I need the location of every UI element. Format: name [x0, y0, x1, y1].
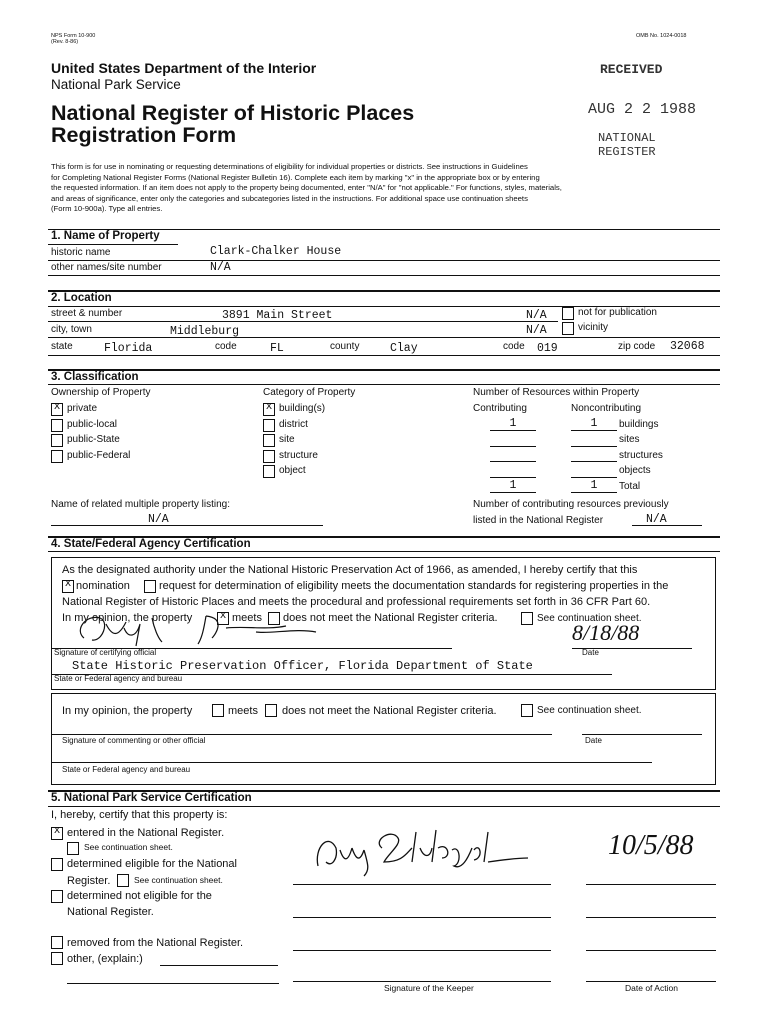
date-line	[586, 981, 716, 982]
received-stamp: RECEIVED	[600, 62, 663, 77]
see-continuation-checkbox[interactable]	[117, 874, 129, 887]
category-heading: Category of Property	[263, 387, 356, 398]
instructions-line: for Completing National Register Forms (National Register Bulletin 16). Complete each item by marking "x" in the appropriate box or by entering	[51, 172, 540, 182]
meets-checkbox[interactable]	[212, 704, 224, 717]
meets-checkbox[interactable]: x	[217, 612, 229, 625]
previously-listed-label-2: listed in the National Register	[473, 515, 604, 526]
divider	[48, 337, 720, 338]
commenting-official-panel	[51, 693, 716, 785]
keeper-date: 10/5/88	[608, 830, 694, 861]
resource-row-label: objects	[619, 465, 651, 476]
street-na: N/A	[526, 309, 547, 322]
keeper-signature	[312, 818, 532, 880]
removed-checkbox[interactable]	[51, 936, 63, 949]
county-code-value[interactable]: 019	[537, 342, 558, 355]
zip-label: zip code	[618, 341, 656, 352]
meets-label: meets	[228, 705, 258, 717]
vicinity-checkbox[interactable]	[562, 322, 574, 335]
resources-heading: Number of Resources within Property	[473, 387, 640, 398]
ownership-option-label: public-State	[67, 434, 120, 445]
opinion-label: In my opinion, the property	[62, 705, 193, 717]
entered-label: entered in the National Register.	[67, 827, 225, 839]
instructions-line: the requested information. If an item does not apply to the property being documented, enter "N/A" for "not applicable." For functions, styles, materials,	[51, 183, 562, 192]
previously-listed-value[interactable]: N/A	[646, 513, 667, 526]
stamp-register: REGISTER	[598, 145, 656, 159]
other-checkbox[interactable]	[51, 952, 63, 965]
date-label: Date	[582, 648, 599, 657]
divider	[48, 244, 178, 245]
form-title-line1: National Register of Historic Places	[51, 101, 415, 125]
determined-eligible-label-2: Register.	[67, 875, 111, 887]
section-5-heading: 5. National Park Service Certification	[51, 792, 252, 804]
city-label: city, town	[51, 324, 92, 335]
certification-text-line: National Register of Historic Places and meets the procedural and professional requirements set forth in 36 CFR Part 60.	[62, 596, 651, 608]
state-label: state	[51, 341, 73, 352]
agency-value[interactable]: State Historic Preservation Officer, Florida Department of State	[72, 659, 533, 673]
historic-name-label: historic name	[51, 247, 111, 258]
omb-number: OMB No. 1024-0018	[636, 33, 687, 39]
divider	[48, 321, 558, 322]
ownership-public-federal-checkbox[interactable]	[51, 450, 63, 463]
historic-name-value[interactable]: Clark-Chalker House	[210, 245, 342, 258]
date-label: Date	[585, 736, 602, 745]
noncontributing-objects[interactable]	[571, 464, 617, 478]
other-names-value[interactable]: N/A	[210, 261, 231, 274]
determined-not-eligible-label-2: National Register.	[67, 906, 154, 918]
instructions-line: This form is for use in nominating or requesting determinations of eligibility for individual properties or districts. See instructions in Guidelines	[51, 162, 528, 171]
category-option-label: building(s)	[279, 403, 326, 414]
contributing-structures[interactable]	[490, 448, 536, 462]
form-title-line2: Registration Form	[51, 123, 237, 147]
divider	[48, 551, 720, 552]
county-value[interactable]: Clay	[390, 342, 418, 355]
certifying-official-signature	[66, 608, 366, 650]
related-listing-value[interactable]: N/A	[148, 513, 169, 526]
contributing-objects[interactable]	[490, 464, 536, 478]
see-continuation-label: See continuation sheet.	[537, 613, 642, 624]
determined-eligible-checkbox[interactable]	[51, 858, 63, 871]
nomination-label: nomination	[76, 580, 130, 592]
signature-line	[293, 884, 551, 885]
contributing-heading: Contributing	[473, 403, 527, 414]
street-label: street & number	[51, 308, 123, 319]
other-label: other, (explain:)	[67, 953, 143, 965]
ownership-private-checkbox[interactable]: x	[51, 403, 63, 416]
street-value[interactable]: 3891 Main Street	[222, 309, 333, 322]
divider	[48, 355, 720, 356]
form-revision: (Rev. 8-86)	[51, 39, 79, 45]
instructions-paragraph	[51, 162, 562, 215]
ownership-public-local-checkbox[interactable]	[51, 419, 63, 432]
category-option-label: site	[279, 434, 295, 445]
category-site-checkbox[interactable]	[263, 434, 275, 447]
divider	[48, 806, 720, 807]
does-not-meet-label: does not meet the National Register criteria.	[282, 705, 497, 717]
divider	[48, 369, 720, 371]
noncontributing-buildings[interactable]: 1	[571, 417, 617, 431]
meets-label: meets	[232, 612, 262, 624]
not-for-publication-label: not for publication	[578, 307, 657, 318]
county-label: county	[330, 341, 360, 352]
explain-line	[160, 965, 278, 966]
resource-row-label: buildings	[619, 419, 659, 430]
certify-statement: I, hereby, certify that this property is:	[51, 809, 228, 821]
resource-row-label: sites	[619, 434, 640, 445]
does-not-meet-label: does not meet the National Register criteria.	[283, 612, 498, 624]
see-continuation-label: See continuation sheet.	[84, 842, 173, 852]
explain-line	[67, 983, 279, 984]
form-number: NPS Form 10-900	[51, 33, 96, 39]
divider	[48, 290, 720, 292]
section-4-heading: 4. State/Federal Agency Certification	[51, 538, 251, 550]
state-certification-panel	[51, 557, 716, 690]
previously-listed-label-1: Number of contributing resources previously	[473, 499, 669, 510]
certification-text-line: request for determination of eligibility meets the documentation standards for registering properties in the	[159, 580, 669, 592]
contributing-sites[interactable]	[490, 433, 536, 447]
city-na: N/A	[526, 324, 547, 337]
city-value[interactable]: Middleburg	[170, 325, 240, 338]
state-code-value[interactable]: FL	[270, 342, 284, 355]
keeper-signature-label: Signature of the Keeper	[384, 983, 474, 993]
request-determination-checkbox[interactable]	[144, 580, 156, 593]
see-continuation-checkbox[interactable]	[521, 612, 533, 625]
noncontributing-heading: Noncontributing	[571, 403, 642, 414]
determined-not-eligible-checkbox[interactable]	[51, 890, 63, 903]
date-line	[586, 950, 716, 951]
agency-label: State or Federal agency and bureau	[62, 765, 191, 774]
state-code-label: code	[215, 341, 237, 352]
county-code-label: code	[503, 341, 525, 352]
ownership-option-label: public-Federal	[67, 450, 131, 461]
date-line	[582, 734, 702, 735]
nomination-checkbox[interactable]: x	[62, 580, 74, 593]
noncontributing-sites[interactable]	[571, 433, 617, 447]
contributing-buildings[interactable]: 1	[490, 417, 536, 431]
category-option-label: object	[279, 465, 306, 476]
ownership-public-state-checkbox[interactable]	[51, 434, 63, 447]
instructions-line: and areas of significance, enter only the categories and subcategories listed in the instructions. For additional space use continuation sheets	[51, 193, 528, 203]
opinion-label: In my opinion, the property	[62, 612, 193, 624]
does-not-meet-checkbox[interactable]	[265, 704, 277, 717]
department-name: United States Department of the Interior	[51, 60, 317, 76]
ownership-heading: Ownership of Property	[51, 387, 151, 398]
see-continuation-checkbox[interactable]	[521, 704, 533, 717]
received-date-stamp: AUG 2 2 1988	[588, 101, 697, 118]
section-3-heading: 3. Classification	[51, 371, 139, 383]
agency-label: State or Federal agency and bureau	[54, 674, 183, 683]
stamp-national: NATIONAL	[598, 131, 656, 145]
other-names-label: other names/site number	[51, 262, 162, 273]
agency-line	[52, 762, 652, 763]
entered-checkbox[interactable]: x	[51, 827, 63, 840]
agency-name: National Park Service	[51, 77, 181, 92]
category-option-label: district	[279, 419, 308, 430]
zip-value[interactable]: 32068	[670, 340, 705, 353]
commenting-signature-label: Signature of commenting or other official	[62, 736, 206, 745]
category-object-checkbox[interactable]	[263, 465, 275, 478]
certifying-date: 8/18/88	[572, 620, 640, 645]
ownership-option-label: public-local	[67, 419, 118, 430]
state-value[interactable]: Florida	[104, 342, 153, 355]
related-listing-label: Name of related multiple property listing:	[51, 499, 230, 510]
noncontributing-structures[interactable]	[571, 448, 617, 462]
divider	[48, 260, 720, 261]
divider	[632, 525, 702, 526]
divider	[48, 275, 720, 276]
category-district-checkbox[interactable]	[263, 419, 275, 432]
certification-text-line: As the designated authority under the National Historic Preservation Act of 1966, as amended, I hereby certify that this	[62, 564, 638, 576]
noncontributing-total[interactable]: 1	[571, 479, 617, 493]
see-continuation-label: See continuation sheet.	[537, 705, 642, 716]
determined-eligible-label: determined eligible for the National	[67, 858, 237, 870]
resource-row-label: Total	[619, 481, 641, 492]
date-of-action-label: Date of Action	[625, 983, 678, 993]
removed-label: removed from the National Register.	[67, 937, 244, 949]
ownership-option-label: private	[67, 403, 98, 414]
signature-label: Signature of certifying official	[54, 648, 157, 657]
signature-line	[293, 917, 551, 918]
category-building-checkbox[interactable]: x	[263, 403, 275, 416]
not-for-publication-checkbox[interactable]	[562, 307, 574, 320]
signature-line	[52, 734, 552, 735]
see-continuation-checkbox[interactable]	[67, 842, 79, 855]
resource-row-label: structures	[619, 450, 663, 461]
category-structure-checkbox[interactable]	[263, 450, 275, 463]
divider	[48, 384, 720, 385]
section-2-heading: 2. Location	[51, 292, 112, 304]
contributing-total[interactable]: 1	[490, 479, 536, 493]
date-line	[586, 884, 716, 885]
signature-line	[293, 981, 551, 982]
category-option-label: structure	[279, 450, 318, 461]
instructions-line: (Form 10-900a). Type all entries.	[51, 204, 163, 213]
signature-line	[293, 950, 551, 951]
see-continuation-label: See continuation sheet.	[134, 875, 223, 885]
section-1-heading: 1. Name of Property	[51, 230, 160, 242]
divider	[51, 525, 323, 526]
vicinity-label: vicinity	[578, 322, 609, 333]
determined-not-eligible-label: determined not eligible for the	[67, 890, 212, 902]
date-line	[586, 917, 716, 918]
